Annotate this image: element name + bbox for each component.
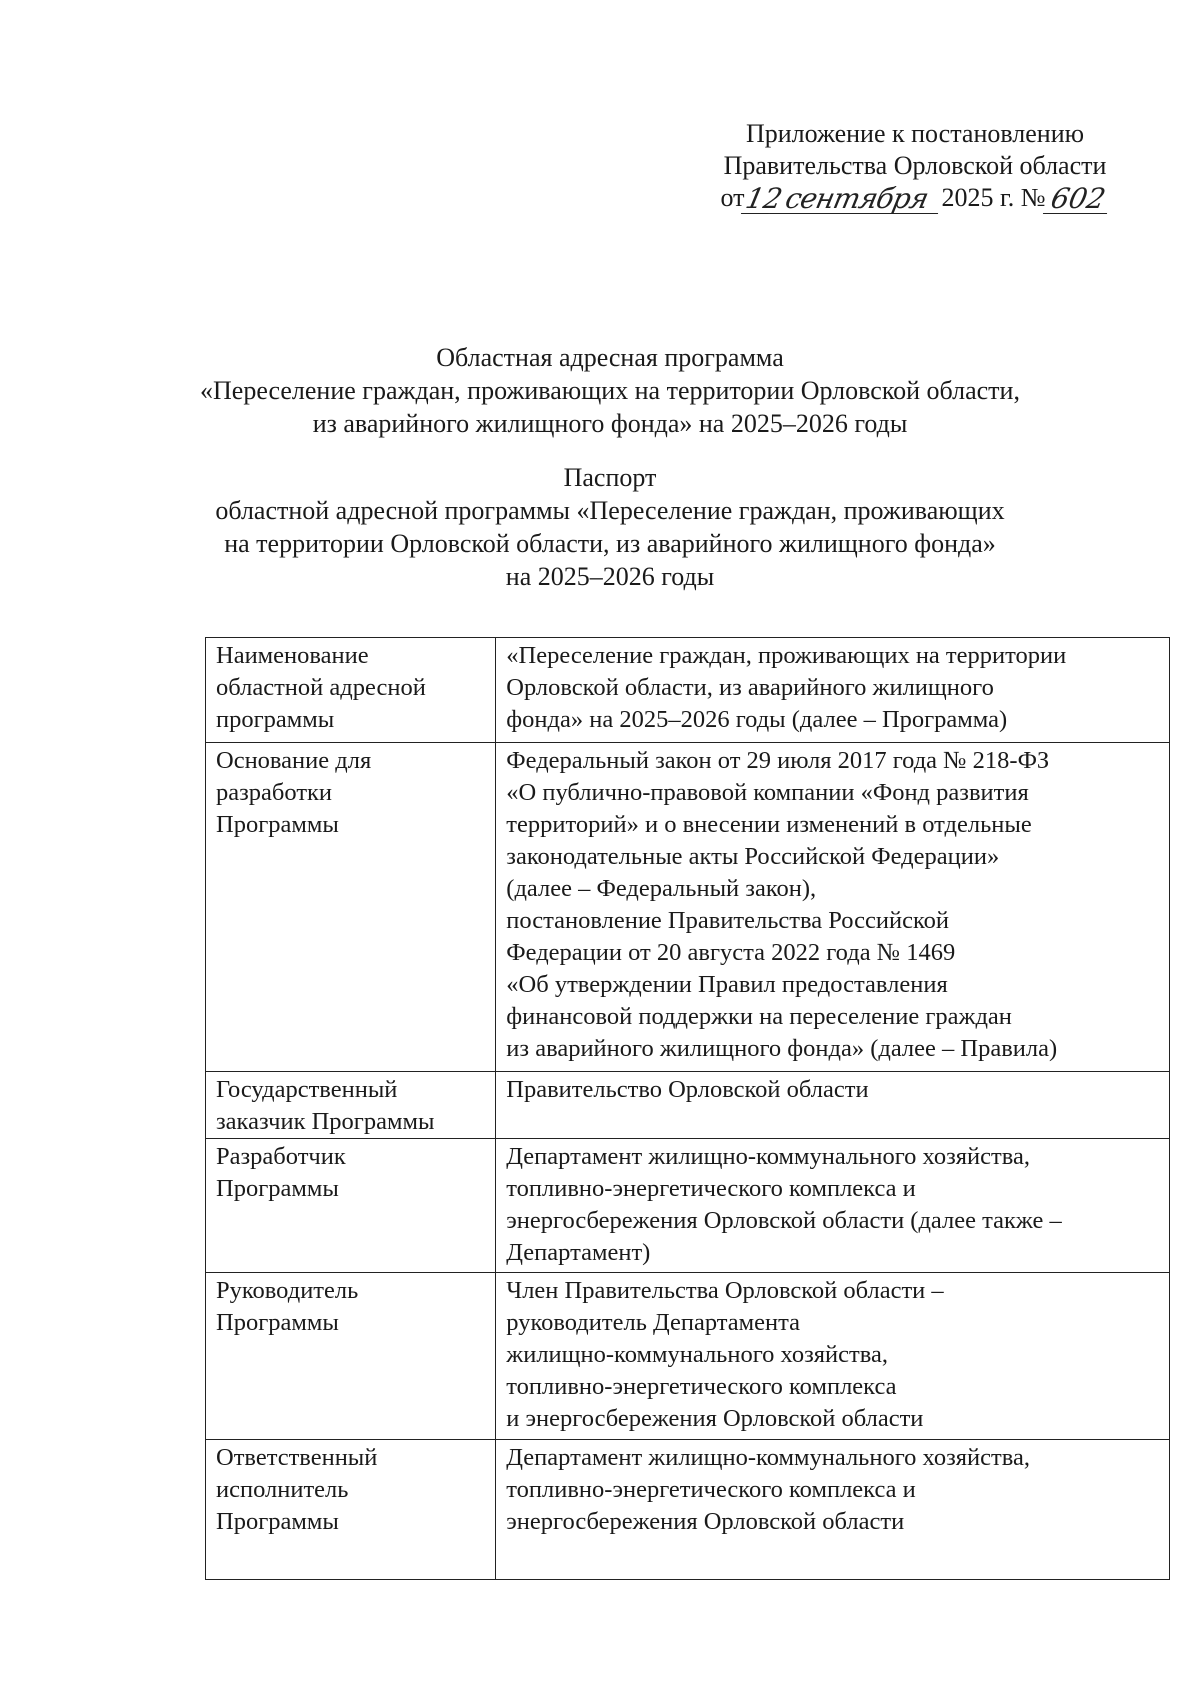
row-value-line: Департамент жилищно-коммунального хозяйства, bbox=[506, 1143, 1030, 1170]
row-value-line: Федерации от 20 августа 2022 года № 1469 bbox=[506, 939, 956, 966]
row-value-cell bbox=[496, 1273, 1170, 1440]
row-label-line: Разработчик bbox=[216, 1143, 346, 1170]
row-label-cell bbox=[206, 638, 496, 743]
row-value-line: и энергосбережения Орловской области bbox=[506, 1405, 924, 1432]
passport-title-line-2: областной адресной программы «Переселение граждан, проживающих bbox=[215, 496, 1005, 525]
row-value-cell bbox=[496, 743, 1170, 1072]
row-value-line: топливно-энергетического комплекса и bbox=[506, 1175, 916, 1202]
program-title bbox=[120, 341, 1100, 440]
row-value-line: Член Правительства Орловской области – bbox=[506, 1277, 944, 1304]
row-value-line: «Об утверждении Правил предоставления bbox=[506, 971, 948, 998]
passport-table bbox=[205, 637, 1170, 1580]
table-row bbox=[206, 638, 1170, 743]
row-label-line: Наименование bbox=[216, 642, 369, 669]
appendix-line-1: Приложение к постановлению bbox=[745, 119, 1085, 148]
table-row bbox=[206, 1273, 1170, 1440]
row-label-line: Программы bbox=[216, 811, 339, 838]
row-value-line: из аварийного жилищного фонда» (далее – Правила) bbox=[506, 1035, 1058, 1062]
row-label-line: Программы bbox=[216, 1175, 339, 1202]
passport-title bbox=[120, 461, 1100, 593]
row-value-line: жилищно-коммунального хозяйства, bbox=[506, 1341, 888, 1368]
row-label-cell bbox=[206, 1139, 496, 1273]
row-value-line: Правительство Орловской области bbox=[506, 1076, 869, 1103]
row-label-line: Ответственный bbox=[216, 1444, 378, 1471]
row-value-line: финансовой поддержки на переселение граждан bbox=[506, 1003, 1012, 1030]
row-value-cell bbox=[496, 638, 1170, 743]
row-label-line: Программы bbox=[216, 1309, 339, 1336]
table-row bbox=[206, 1072, 1170, 1139]
row-value-line: Департамент жилищно-коммунального хозяйства, bbox=[506, 1444, 1030, 1471]
appendix-line-2: Правительства Орловской области bbox=[723, 151, 1107, 180]
row-label-cell bbox=[206, 1273, 496, 1440]
row-label-line: заказчик Программы bbox=[216, 1108, 435, 1135]
row-label-line: Руководитель bbox=[216, 1277, 359, 1304]
row-value-cell bbox=[496, 1139, 1170, 1273]
date-year-number-label: 2025 г. № bbox=[941, 183, 1046, 212]
passport-title-line-3: на территории Орловской области, из аварийного жилищного фонда» bbox=[224, 529, 996, 558]
row-label-cell bbox=[206, 1072, 496, 1139]
row-value-line: постановление Правительства Российской bbox=[506, 907, 949, 934]
handwritten-day: 12 bbox=[743, 182, 786, 215]
date-prefix: от bbox=[720, 183, 745, 212]
row-value-line: Орловской области, из аварийного жилищного bbox=[506, 674, 994, 701]
row-value-line: фонда» на 2025–2026 годы (далее – Программа) bbox=[506, 706, 1008, 733]
row-label-line: программы bbox=[216, 706, 335, 733]
row-label-line: исполнитель bbox=[216, 1476, 349, 1503]
row-value-line: Федеральный закон от 29 июля 2017 года № 218-ФЗ bbox=[506, 747, 1050, 774]
row-label-line: Государственный bbox=[216, 1076, 398, 1103]
row-value-line: топливно-энергетического комплекса bbox=[506, 1373, 897, 1400]
program-title-line-1: Областная адресная программа bbox=[436, 343, 784, 372]
handwritten-month: сентября bbox=[769, 185, 944, 214]
row-value-cell bbox=[496, 1072, 1170, 1139]
row-label-line: областной адресной bbox=[216, 674, 426, 701]
row-label-cell bbox=[206, 743, 496, 1072]
row-value-line: «О публично-правовой компании «Фонд развития bbox=[506, 779, 1029, 806]
table-row bbox=[206, 743, 1170, 1072]
table-row bbox=[206, 1440, 1170, 1580]
row-value-line: руководитель Департамента bbox=[506, 1309, 801, 1336]
row-value-line: (далее – Федеральный закон), bbox=[506, 875, 817, 902]
program-title-line-2: «Переселение граждан, проживающих на территории Орловской области, bbox=[200, 376, 1020, 405]
appendix-header bbox=[690, 118, 1140, 214]
row-label-line: разработки bbox=[216, 779, 333, 806]
program-title-line-3: из аварийного жилищного фонда» на 2025–2026 годы bbox=[312, 409, 908, 438]
row-value-line: топливно-энергетического комплекса и bbox=[506, 1476, 916, 1503]
row-value-line: энергосбережения Орловской области (далее также – bbox=[506, 1207, 1062, 1234]
row-value-line: Департамент) bbox=[506, 1239, 651, 1266]
appendix-date-line bbox=[690, 182, 1140, 214]
row-value-line: законодательные акты Российской Федерации» bbox=[506, 843, 1000, 870]
table-row bbox=[206, 1139, 1170, 1273]
row-value-cell bbox=[496, 1440, 1170, 1580]
row-label-cell bbox=[206, 1440, 496, 1580]
passport-title-line-1: Паспорт bbox=[563, 463, 657, 492]
row-value-line: энергосбережения Орловской области bbox=[506, 1508, 905, 1535]
handwritten-number: 602 bbox=[1042, 185, 1112, 214]
row-value-line: территорий» и о внесении изменений в отдельные bbox=[506, 811, 1032, 838]
row-label-line: Программы bbox=[216, 1508, 339, 1535]
row-value-line: «Переселение граждан, проживающих на территории bbox=[506, 642, 1067, 669]
row-label-line: Основание для bbox=[216, 747, 372, 774]
passport-title-line-4: на 2025–2026 годы bbox=[505, 562, 715, 591]
